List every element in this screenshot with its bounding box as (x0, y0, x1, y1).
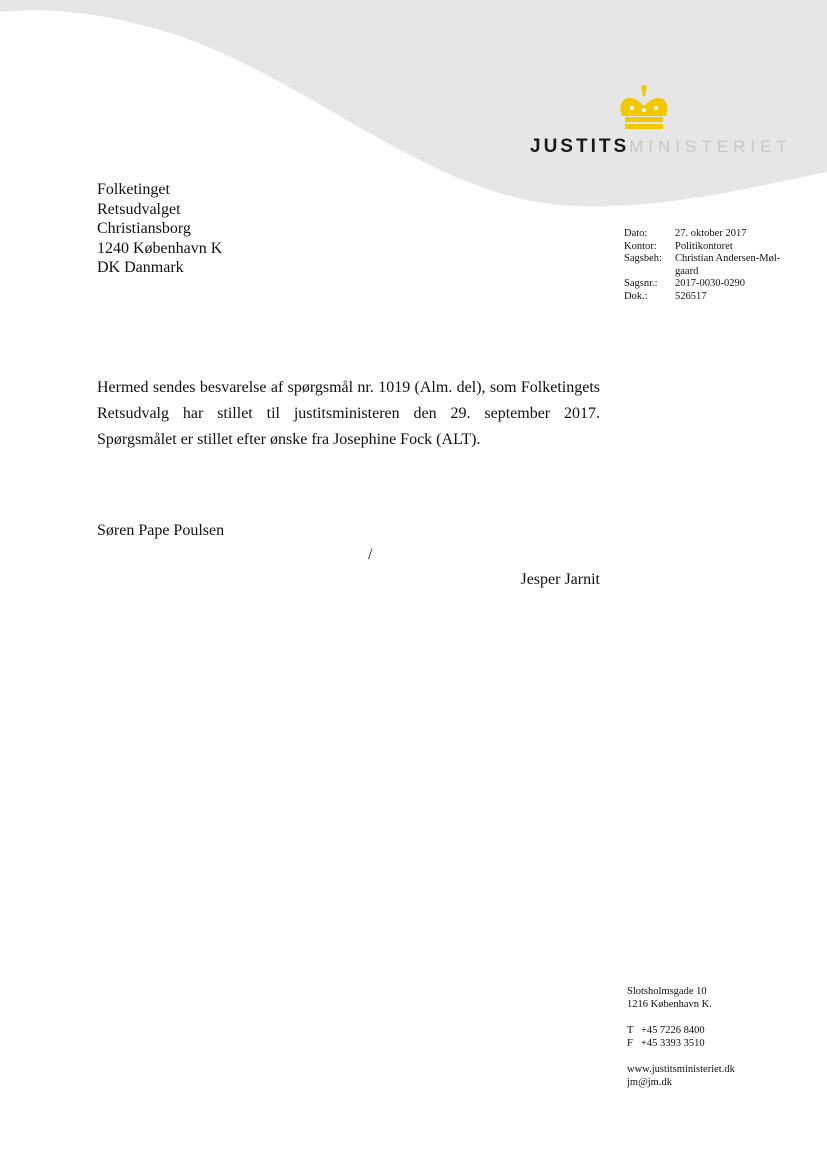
recipient-line: 1240 København K (97, 239, 223, 257)
meta-value: Christian Andersen-Møl-gaard (675, 253, 781, 277)
footer-phone: +45 7226 8400 (641, 1025, 705, 1036)
recipient-line: Folketinget (97, 181, 170, 198)
ministry-contact-footer (627, 985, 735, 1089)
meta-key: Sagsbeh: (624, 253, 662, 264)
case-metadata (624, 228, 797, 303)
footer-email-link[interactable]: jm@jm.dk (627, 1077, 672, 1088)
official-signature: Jesper Jarnit (520, 571, 600, 588)
meta-key: Kontor: (624, 240, 657, 252)
meta-key: Dato: (624, 228, 648, 239)
meta-key: Dok.: (624, 290, 648, 302)
letter-body: Hermed sendes besvarelse af spørgsmål nr. 1019 (Alm. del), som Folketingets Retsudvalg har stillet til justitsministeren den 29. september 2017. Spørgsmålet er stillet efter ønske fra Josephine Fock (ALT). (97, 379, 600, 448)
recipient-line: DK Danmark (97, 259, 184, 276)
footer-street: Slotsholmsgade 10 (627, 986, 707, 997)
meta-row (624, 253, 797, 278)
meta-row (624, 228, 797, 241)
meta-row (624, 241, 797, 254)
meta-key: Sagsnr.: (624, 278, 658, 289)
meta-value: Politikontoret (675, 240, 733, 252)
footer-phone-line (627, 1024, 735, 1037)
meta-row (624, 291, 797, 304)
logo-light-text: MINISTERIET (629, 137, 792, 156)
recipient-line: Retsudvalget (97, 200, 181, 218)
logo-bold-text: JUSTITS (530, 136, 630, 157)
minister-signature: Søren Pape Poulsen (97, 522, 225, 539)
phone-label: T (627, 1025, 634, 1036)
footer-website-link[interactable]: www.justitsministeriet.dk (627, 1064, 735, 1075)
recipient-address (97, 180, 222, 278)
ministry-logo (530, 136, 792, 158)
footer-fax: +45 3393 3510 (641, 1038, 705, 1049)
meta-value: 526517 (675, 290, 707, 302)
meta-value: 27. oktober 2017 (675, 228, 747, 239)
signature-separator: / (368, 546, 373, 563)
meta-value: 2017-0030-0290 (675, 278, 745, 289)
footer-city: 1216 København K. (627, 999, 712, 1010)
footer-fax-line (627, 1037, 735, 1050)
recipient-line: Christiansborg (97, 220, 191, 237)
crown-icon (616, 84, 672, 130)
fax-label: F (627, 1038, 633, 1049)
meta-row (624, 278, 797, 291)
